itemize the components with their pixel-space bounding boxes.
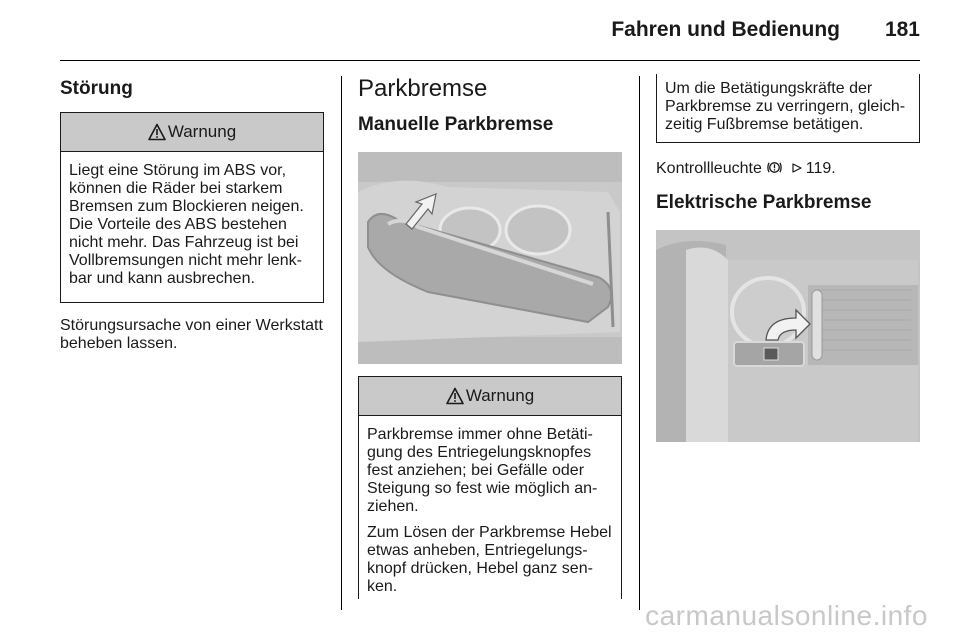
warning-body (359, 416, 621, 610)
warning-text: Liegt eine Störung im ABS vor, können die Räder bei starkem Bremsen zum Blockieren neigen. Die Vorteile des ABS bestehen nicht mehr. Das Fahrzeug ist bei Vollbremsungen nicht mehr lenk-bar und kann ausbrechen. (69, 162, 304, 287)
lamp-page-ref: 119. (805, 160, 836, 177)
page-header-title: Fahren und Bedienung (611, 18, 840, 41)
section-title-parkbremse: Parkbremse (358, 75, 488, 102)
warning-triangle-icon (446, 387, 464, 405)
warning-header (359, 377, 621, 416)
note-text: Um die Betätigungskräfte der Parkbremse zu verringern, gleich-zeitig Fußbremse betätigen. (665, 80, 906, 133)
warning-box-abs (60, 112, 324, 303)
warning-header (61, 113, 323, 152)
warning-text-1: Parkbremse immer ohne Betäti-gung des Entriegelungsknopfes fest anziehen; bei Gefälle oder Steigung so fest wie möglich an-ziehen. (367, 426, 598, 515)
column-1 (60, 76, 324, 363)
column-3 (656, 76, 920, 442)
column-2 (358, 76, 622, 599)
electric-parking-brake-illustration (656, 230, 920, 442)
warning-label: Warnung (465, 386, 535, 405)
paragraph-kontrollleuchte (656, 159, 920, 178)
warning-text-2: Zum Lösen der Parkbremse Hebel etwas anheben, Entriegelungs-knopf drücken, Hebel ganz sen-ken. (367, 524, 612, 595)
warning-triangle-icon (148, 123, 166, 141)
page-number: 181 (884, 18, 920, 41)
page-reference-icon (791, 162, 803, 174)
manual-parking-brake-illustration (358, 152, 622, 364)
section-title-stoerung: Störung (60, 78, 133, 99)
warning-label: Warnung (167, 122, 237, 141)
warning-body (61, 152, 323, 302)
warning-continuation-box (656, 74, 920, 143)
lamp-prefix: Kontrollleuchte (656, 160, 762, 177)
figure-electric-parking-brake (656, 230, 920, 442)
figure-manual-parking-brake (358, 152, 622, 364)
subsection-manuelle-parkbremse: Manuelle Parkbremse (358, 114, 554, 135)
column-divider-right (639, 76, 640, 610)
warning-box-parkbremse (358, 376, 622, 599)
subsection-elektrische-parkbremse: Elektrische Parkbremse (656, 192, 872, 213)
header-rule (60, 60, 920, 61)
brake-warning-lamp-icon (766, 159, 783, 176)
watermark: carmanualsonline.info (645, 600, 928, 631)
paragraph-werkstatt: Störungsursache von einer Werkstatt beheben lassen. (60, 317, 323, 352)
column-divider-left (341, 76, 342, 610)
